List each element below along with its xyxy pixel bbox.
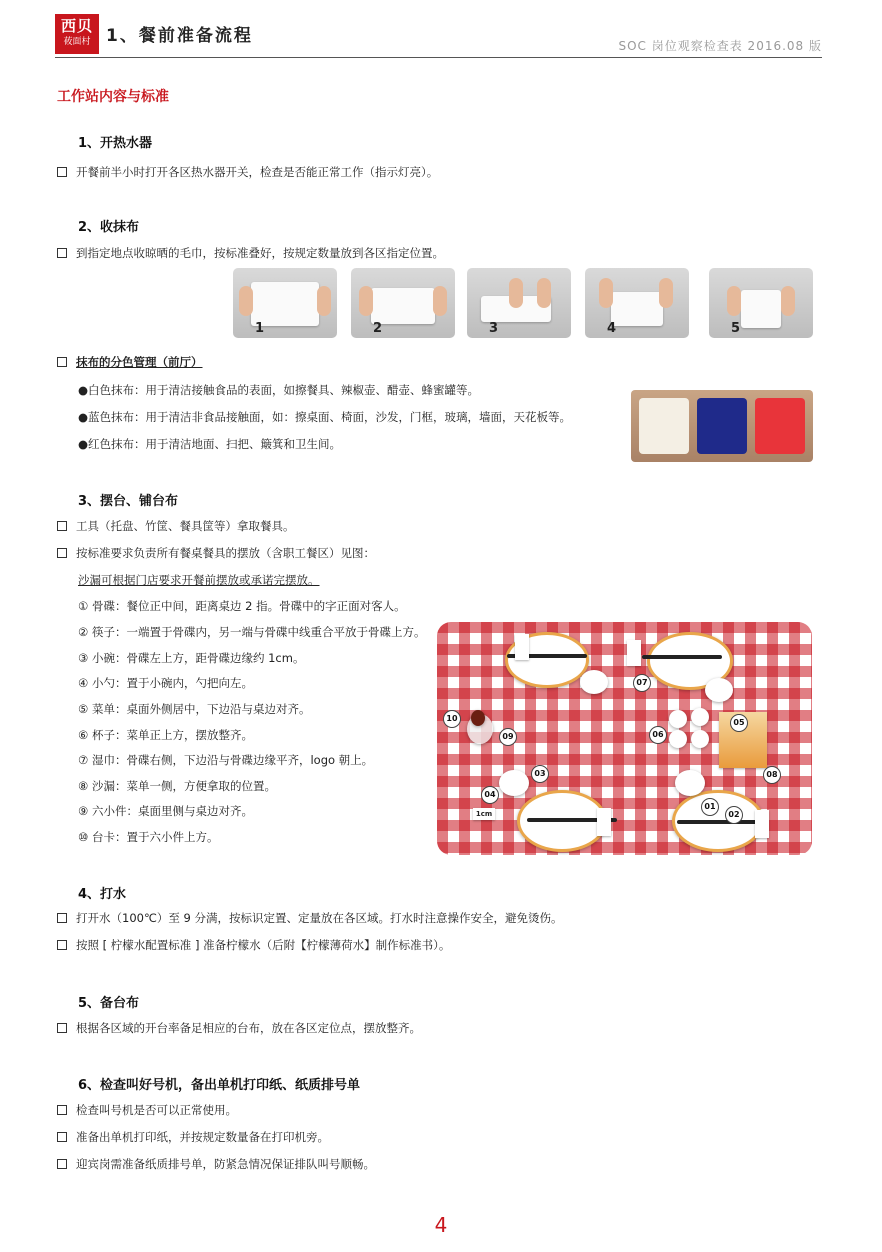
checkbox-icon bbox=[57, 521, 67, 531]
marker-tag: 10 bbox=[443, 710, 461, 728]
marker-tag: 01 bbox=[701, 798, 719, 816]
checkbox-icon bbox=[57, 548, 67, 558]
header-divider bbox=[55, 57, 822, 58]
bowl bbox=[580, 670, 608, 694]
setting-rule: ② 筷子：一端置于骨碟内，另一端与骨碟中线重合平放于骨碟上方。 bbox=[78, 625, 426, 639]
checkbox-icon bbox=[57, 167, 67, 177]
blue-cloth bbox=[697, 398, 747, 454]
page-title: 1、餐前准备流程 bbox=[106, 26, 253, 46]
marker-tag: 04 bbox=[481, 786, 499, 804]
checklist-item: 根据各区域的开台率备足相应的台布，放在各区定位点，摆放整齐。 bbox=[57, 1020, 421, 1036]
setting-rule: ④ 小勺：置于小碗内，勺把向左。 bbox=[78, 676, 253, 690]
note: 沙漏可根据门店要求开餐前摆放或承诺完摆放。 bbox=[78, 573, 320, 587]
checklist-item: 按照 [ 柠檬水配置标准 ] 准备柠檬水（后附【柠檬薄荷水】制作标准书）。 bbox=[57, 937, 450, 953]
checklist-item: 工具（托盘、竹筐、餐具筐等）拿取餐具。 bbox=[57, 518, 295, 534]
checkbox-icon bbox=[57, 357, 67, 367]
setting-rule: ① 骨碟：餐位正中间，距离桌边 2 指。骨碟中的字正面对客人。 bbox=[78, 599, 406, 613]
checklist-item: 抹布的分色管理（前厅） bbox=[57, 354, 203, 370]
heading-4: 4、打水 bbox=[78, 887, 127, 902]
wet-wipe bbox=[755, 810, 769, 838]
checklist-item: 准备出单机打印纸，并按规定数量备在打印机旁。 bbox=[57, 1129, 329, 1145]
wet-wipe bbox=[597, 808, 611, 836]
fold-step-image: 4 bbox=[585, 268, 689, 338]
heading-6: 6、检查叫好号机，备出单机打印纸、纸质排号单 bbox=[78, 1078, 361, 1093]
cup bbox=[691, 730, 709, 748]
bowl bbox=[499, 770, 529, 796]
sand-timer bbox=[471, 710, 485, 726]
marker-tag: 06 bbox=[649, 726, 667, 744]
bowl bbox=[705, 678, 733, 702]
checklist-item: 按标准要求负责所有餐桌餐具的摆放（含职工餐区）见图： bbox=[57, 545, 375, 561]
heading-5: 5、备台布 bbox=[78, 996, 140, 1011]
checkbox-icon bbox=[57, 913, 67, 923]
marker-tag: 08 bbox=[763, 766, 781, 784]
red-cloth bbox=[755, 398, 805, 454]
checklist-item: 到指定地点收晾晒的毛巾，按标准叠好，按规定数量放到各区指定位置。 bbox=[57, 245, 444, 261]
setting-rule: ⑥ 杯子：菜单正上方，摆放整齐。 bbox=[78, 728, 253, 742]
checklist-item: 打开水（100℃）至 9 分满，按标识定置、定量放在各区域。打水时注意操作安全，避免烫伤。 bbox=[57, 910, 563, 926]
setting-rule: ⑦ 湿巾：骨碟右侧，下边沿与骨碟边缘平齐，logo 朝上。 bbox=[78, 753, 374, 767]
heading-3: 3、摆台、铺台布 bbox=[78, 494, 179, 509]
fold-step-image: 5 bbox=[709, 268, 813, 338]
measure-label: 1cm bbox=[473, 808, 495, 820]
marker-tag: 03 bbox=[531, 765, 549, 783]
heading-2: 2、收抹布 bbox=[78, 220, 140, 235]
white-cloth bbox=[639, 398, 689, 454]
marker-tag: 07 bbox=[633, 674, 651, 692]
checklist-item: 检查叫号机是否可以正常使用。 bbox=[57, 1102, 237, 1118]
page-number: 4 bbox=[434, 1213, 448, 1237]
fold-step-image: 2 bbox=[351, 268, 455, 338]
cloth-color-rule: ●白色抹布：用于清洁接触食品的表面，如擦餐具、辣椒壶、醋壶、蜂蜜罐等。 bbox=[78, 383, 480, 397]
bowl bbox=[675, 770, 705, 796]
checkbox-icon bbox=[57, 1159, 67, 1169]
setting-rule: ⑨ 六小件：桌面里侧与桌边对齐。 bbox=[78, 804, 253, 818]
fold-step-image: 1 bbox=[233, 268, 337, 338]
brand-logo: 西贝 莜面村 bbox=[55, 14, 99, 54]
fold-step-image: 3 bbox=[467, 268, 571, 338]
cup bbox=[669, 710, 687, 728]
setting-rule: ③ 小碗：骨碟左上方，距骨碟边缘约 1cm。 bbox=[78, 651, 305, 665]
cloth-color-rule: ●蓝色抹布：用于清洁非食品接触面，如：擦桌面、椅面，沙发，门框，玻璃，墙面，天花板等。 bbox=[78, 410, 572, 424]
cup bbox=[691, 708, 709, 726]
setting-rule: ⑤ 菜单：桌面外侧居中，下边沿与桌边对齐。 bbox=[78, 702, 311, 716]
cup bbox=[669, 730, 687, 748]
checkbox-icon bbox=[57, 1023, 67, 1033]
wet-wipe bbox=[627, 640, 641, 666]
document-subtitle: SOC 岗位观察检查表 2016.08 版 bbox=[618, 39, 822, 53]
heading-1: 1、开热水器 bbox=[78, 136, 153, 151]
checklist-item: 迎宾岗需准备纸质排号单，防紧急情况保证排队叫号顺畅。 bbox=[57, 1156, 375, 1172]
checkbox-icon bbox=[57, 1105, 67, 1115]
checkbox-icon bbox=[57, 248, 67, 258]
setting-rule: ⑩ 台卡：置于六小件上方。 bbox=[78, 830, 219, 844]
marker-tag: 09 bbox=[499, 728, 517, 746]
chopsticks bbox=[642, 655, 722, 659]
wet-wipe bbox=[515, 634, 529, 660]
checkbox-icon bbox=[57, 940, 67, 950]
marker-tag: 02 bbox=[725, 806, 743, 824]
marker-tag: 05 bbox=[730, 714, 748, 732]
cloth-color-rule: ●红色抹布：用于清洁地面、扫把、簸箕和卫生间。 bbox=[78, 437, 342, 451]
cloth-colors-image bbox=[631, 390, 813, 462]
checkbox-icon bbox=[57, 1132, 67, 1142]
section-title: 工作站内容与标准 bbox=[57, 89, 169, 105]
checklist-item: 开餐前半小时打开各区热水器开关，检查是否能正常工作（指示灯亮）。 bbox=[57, 164, 438, 180]
table-setting-image bbox=[437, 622, 812, 855]
setting-rule: ⑧ 沙漏：菜单一侧，方便拿取的位置。 bbox=[78, 779, 276, 793]
